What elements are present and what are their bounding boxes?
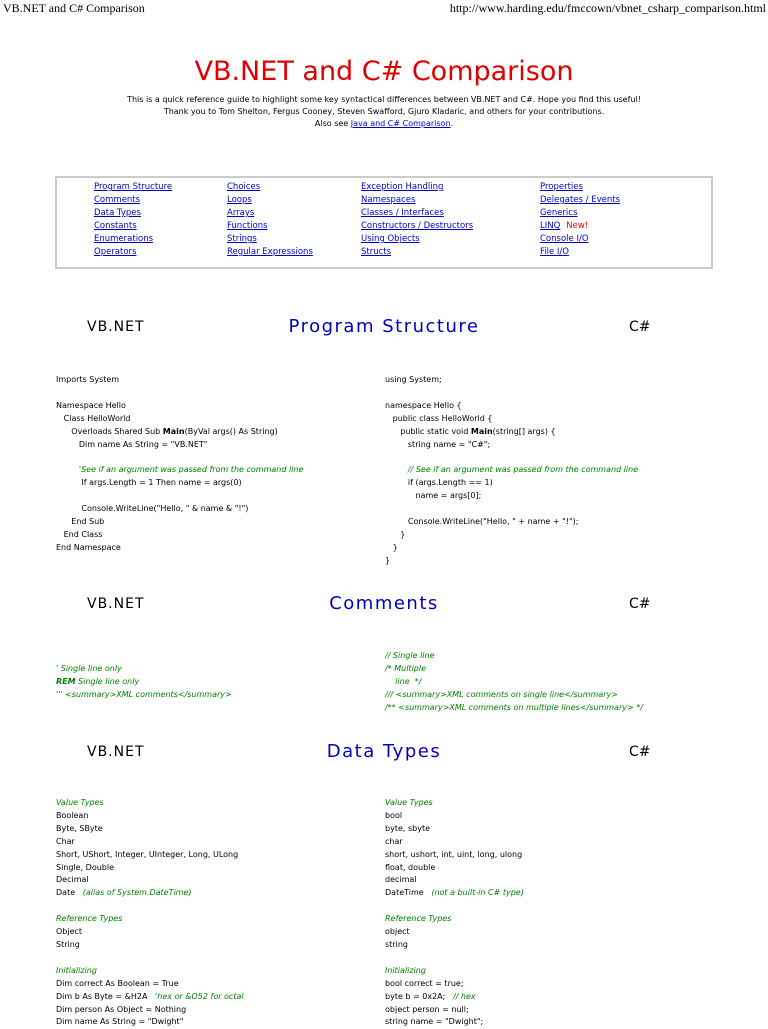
code-line: Single, Double (56, 862, 115, 872)
code-comment: Single line only (75, 676, 140, 686)
code-segment: Dim b As Byte = &H2A (56, 991, 153, 1001)
code-segment: Main (470, 426, 493, 436)
toc-link-constants[interactable]: Constants (94, 221, 137, 231)
code-segment: DateTime (385, 888, 427, 898)
code-line: Imports System (56, 375, 120, 384)
code-line: } (385, 529, 406, 539)
code-comment: // See if an argument was passed from the command line (385, 465, 639, 475)
toc-link-properties[interactable]: Properties (540, 182, 583, 192)
toc-column-3 (361, 181, 473, 259)
code-line (56, 426, 303, 439)
intro (0, 94, 768, 130)
code-line: bool (385, 810, 403, 820)
section-header-data-types (0, 738, 768, 768)
table-of-contents (55, 176, 713, 269)
code-line: object (385, 927, 410, 937)
code-line: decimal (385, 875, 417, 885)
toc-link-exception-handling[interactable]: Exception Handling (361, 182, 444, 192)
code-line: Console.WriteLine("Hello, " & name & "!") (56, 504, 249, 514)
code-heading: Initializing (385, 965, 426, 975)
code-line: If args.Length = 1 Then name = args(0) (56, 478, 242, 488)
code-line: Dim correct As Boolean = True (56, 978, 179, 988)
code-segment: Overloads Shared Sub (56, 426, 163, 436)
print-header (0, 0, 768, 16)
code-line: End Namespace (56, 542, 121, 552)
vbnet-label: VB.NET (87, 596, 145, 612)
toc-link-constructors-destructors[interactable]: Constructors / Destructors (361, 221, 474, 231)
data-types-cs-code (385, 797, 524, 1029)
code-line: byte, sbyte (385, 823, 430, 833)
toc-link-file-io[interactable]: File I/O (540, 247, 569, 257)
csharp-label: C# (629, 596, 651, 612)
code-line: Boolean (56, 810, 89, 820)
toc-link-linq[interactable]: LINQ (540, 221, 561, 231)
section-title-comments: Comments (329, 593, 439, 614)
code-segment: Main (162, 426, 185, 436)
toc-link-regular-expressions[interactable]: Regular Expressions (227, 247, 313, 257)
code-heading: Initializing (56, 965, 97, 975)
code-line: Char (56, 836, 75, 846)
toc-link-functions[interactable]: Functions (227, 221, 268, 231)
code-line: char (385, 836, 403, 846)
toc-link-comments[interactable]: Comments (94, 195, 141, 205)
intro-line-3-suffix: . (450, 119, 454, 128)
toc-link-loops[interactable]: Loops (227, 195, 252, 205)
comments-cs-code (385, 650, 643, 715)
page-title: VB.NET and C# Comparison (194, 56, 574, 87)
print-header-url: http://www.harding.edu/fmccown/vbnet_csharp_comparison.html (449, 1, 766, 15)
intro-line-3-prefix: Also see (314, 119, 351, 128)
toc-link-using-objects[interactable]: Using Objects (361, 234, 420, 244)
code-line: Dim name As String = "VB.NET" (56, 439, 208, 449)
program-structure-vb-code (56, 374, 303, 555)
code-line: String (56, 939, 80, 949)
code-line: } (385, 542, 398, 552)
code-line: string (385, 939, 408, 949)
code-comment: ''' <summary>XML comments</summary> (56, 689, 232, 699)
section-title-data-types: Data Types (326, 741, 442, 762)
toc-link-classes-interfaces[interactable]: Classes / Interfaces (361, 208, 444, 218)
print-header-title: VB.NET and C# Comparison (3, 1, 145, 15)
code-line: Class HelloWorld (56, 413, 131, 423)
toc-column-2 (227, 181, 313, 259)
code-line: Decimal (56, 875, 89, 885)
code-line (385, 991, 524, 1004)
toc-link-enumerations[interactable]: Enumerations (94, 234, 154, 244)
code-segment: (ByVal args() As String) (184, 426, 278, 436)
toc-column-1 (94, 181, 172, 259)
code-comment: 'hex or &O52 for octal (152, 991, 244, 1001)
code-comment: line */ (385, 676, 422, 686)
section-header-program-structure (0, 313, 768, 343)
code-heading: Reference Types (385, 914, 452, 924)
vbnet-label: VB.NET (87, 319, 145, 335)
code-line: Console.WriteLine("Hello, " + name + "!"); (385, 516, 579, 526)
code-line: Namespace Hello (56, 400, 126, 410)
code-line: name = args[0]; (385, 491, 482, 501)
vbnet-label: VB.NET (87, 744, 145, 760)
intro-line-3 (0, 118, 768, 130)
code-line: } (385, 555, 391, 565)
code-line: public class HelloWorld { (385, 413, 493, 423)
code-line: Object (56, 927, 83, 937)
data-types-vb-code (56, 797, 244, 1029)
code-line: Byte, SByte (56, 823, 103, 833)
code-comment: // Single line (385, 651, 435, 660)
code-line (385, 887, 524, 900)
code-heading: Reference Types (56, 914, 123, 924)
program-structure-cs-code (385, 374, 638, 568)
code-line (56, 991, 244, 1004)
code-segment: Date (56, 888, 78, 898)
toc-link-structs[interactable]: Structs (361, 247, 392, 257)
section-header-comments (0, 590, 768, 620)
toc-column-4 (540, 181, 620, 259)
code-comment: /** <summary>XML comments on multiple lines</summary> */ (385, 702, 643, 712)
code-comment: (not a built-in C# type) (426, 888, 524, 898)
toc-link-strings[interactable]: Strings (227, 234, 257, 244)
code-line (385, 426, 638, 439)
code-line: End Sub (56, 516, 105, 526)
code-segment: public static void (385, 426, 471, 436)
code-line: object person = null; (385, 1004, 469, 1014)
code-line: string name = "Dwight"; (385, 1017, 484, 1027)
csharp-label: C# (629, 319, 651, 335)
intro-line-2: Thank you to Tom Shelton, Fergus Cooney, Steven Swafford, Gjuro Kladaric, and others for your contributions. (163, 107, 605, 116)
toc-link-console-io[interactable]: Console I/O (540, 234, 589, 244)
toc-link-namespaces[interactable]: Namespaces (361, 195, 416, 205)
java-comparison-link[interactable]: Java and C# Comparison (350, 119, 451, 128)
code-segment: byte b = 0x2A; (385, 991, 451, 1001)
toc-link-arrays[interactable]: Arrays (227, 208, 255, 218)
code-line: Short, UShort, Integer, UInteger, Long, ULong (56, 849, 239, 859)
code-comment: ' Single line only (56, 664, 122, 673)
toc-link-operators[interactable]: Operators (94, 247, 137, 257)
intro-line-1: This is a quick reference guide to highlight some key syntactical differences between VB.NET and C#. Hope you find this useful! (127, 95, 641, 104)
code-comment: /// <summary>XML comments on single line</summary> (385, 689, 618, 699)
code-line: float, double (385, 862, 436, 872)
csharp-label: C# (629, 744, 651, 760)
code-keyword: REM (56, 676, 76, 686)
code-line (56, 887, 244, 900)
new-badge: New! (566, 221, 589, 231)
section-title-program-structure: Program Structure (288, 316, 480, 337)
code-line: Dim name As String = "Dwight" (56, 1017, 184, 1027)
code-line: bool correct = true; (385, 978, 464, 988)
toc-link-generics[interactable]: Generics (540, 208, 578, 218)
code-comment: /* Multiple (385, 663, 427, 673)
code-line: Dim person As Object = Nothing (56, 1004, 187, 1014)
code-comment: // hex (450, 991, 476, 1001)
code-line: using System; (385, 375, 442, 384)
toc-linq-row (540, 220, 620, 233)
toc-link-program-structure[interactable]: Program Structure (94, 182, 173, 192)
code-heading: Value Types (56, 798, 104, 807)
code-line: short, ushort, int, uint, long, ulong (385, 849, 523, 859)
code-line (56, 676, 232, 689)
code-comment: 'See if an argument was passed from the command line (56, 465, 304, 475)
toc-link-delegates-events[interactable]: Delegates / Events (540, 195, 621, 205)
code-line: End Class (56, 529, 103, 539)
toc-link-choices[interactable]: Choices (227, 182, 261, 192)
code-line: string name = "C#"; (385, 439, 491, 449)
code-comment: (alias of System.DateTime) (77, 888, 192, 898)
toc-link-data-types[interactable]: Data Types (94, 208, 141, 218)
code-line: if (args.Length == 1) (385, 478, 493, 488)
code-heading: Value Types (385, 798, 433, 807)
comments-vb-code (56, 663, 232, 702)
code-line: namespace Hello { (385, 400, 462, 410)
code-segment: (string[] args) { (492, 426, 556, 436)
